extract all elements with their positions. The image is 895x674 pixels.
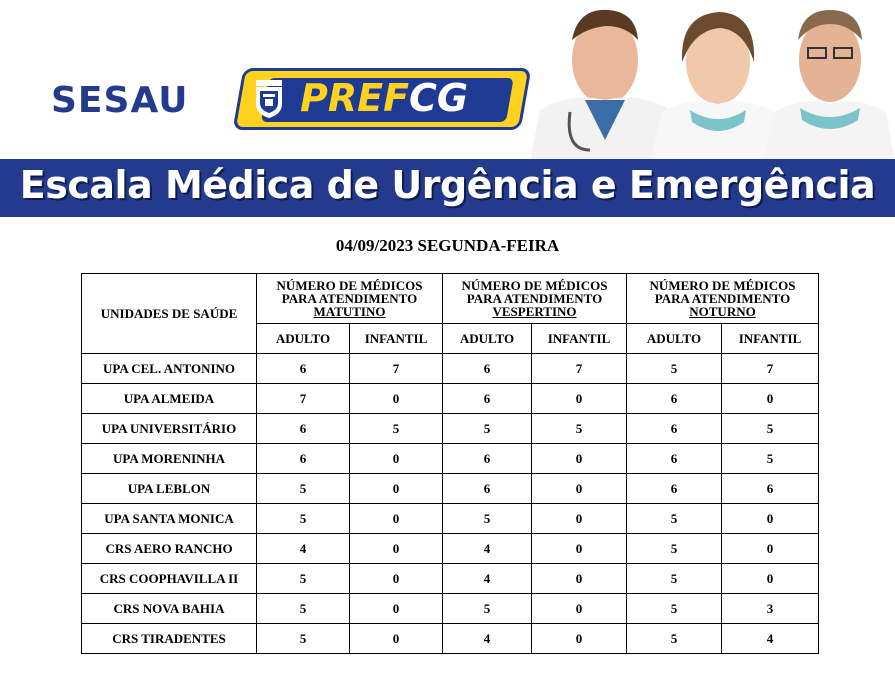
value-cell: 5 [257, 474, 350, 504]
table-row [82, 534, 819, 564]
value-cell: 7 [350, 354, 443, 384]
value-cell: 6 [257, 444, 350, 474]
value-cell: 6 [627, 384, 722, 414]
unit-name: UPA LEBLON [82, 474, 257, 504]
sub-header-infantil: INFANTIL [532, 324, 627, 354]
value-cell: 5 [722, 414, 819, 444]
value-cell: 5 [350, 414, 443, 444]
value-cell: 0 [532, 564, 627, 594]
value-cell: 6 [443, 444, 532, 474]
value-cell: 7 [532, 354, 627, 384]
value-cell: 7 [257, 384, 350, 414]
value-cell: 0 [350, 474, 443, 504]
period-header-noturno: NÚMERO DE MÉDICOS PARA ATENDIMENTO NOTURNO [627, 274, 819, 324]
sub-header-adulto: ADULTO [443, 324, 532, 354]
value-cell: 0 [722, 504, 819, 534]
value-cell: 0 [350, 384, 443, 414]
schedule-table [81, 273, 819, 654]
value-cell: 0 [350, 594, 443, 624]
value-cell: 4 [443, 564, 532, 594]
value-cell: 6 [443, 474, 532, 504]
value-cell: 6 [627, 474, 722, 504]
period-header-matutino: NÚMERO DE MÉDICOS PARA ATENDIMENTO MATUTINO [257, 274, 443, 324]
unit-name: UPA CEL. ANTONINO [82, 354, 257, 384]
value-cell: 0 [532, 534, 627, 564]
value-cell: 0 [532, 384, 627, 414]
value-cell: 5 [722, 444, 819, 474]
table-row [82, 414, 819, 444]
value-cell: 3 [722, 594, 819, 624]
value-cell: 0 [532, 474, 627, 504]
value-cell: 6 [722, 474, 819, 504]
value-cell: 4 [257, 534, 350, 564]
unit-name: CRS COOPHAVILLA II [82, 564, 257, 594]
value-cell: 6 [627, 444, 722, 474]
page-title: Escala Médica de Urgência e Emergência [19, 163, 876, 207]
value-cell: 5 [443, 414, 532, 444]
value-cell: 5 [627, 534, 722, 564]
value-cell: 0 [350, 624, 443, 654]
value-cell: 6 [627, 414, 722, 444]
value-cell: 0 [722, 534, 819, 564]
unit-name: CRS AERO RANCHO [82, 534, 257, 564]
table-row [82, 594, 819, 624]
value-cell: 6 [443, 354, 532, 384]
value-cell: 0 [532, 504, 627, 534]
table-row [82, 504, 819, 534]
unit-name: UPA ALMEIDA [82, 384, 257, 414]
value-cell: 5 [257, 624, 350, 654]
table-row [82, 384, 819, 414]
value-cell: 5 [443, 504, 532, 534]
value-cell: 5 [627, 624, 722, 654]
sub-header-infantil: INFANTIL [722, 324, 819, 354]
table-row [82, 474, 819, 504]
value-cell: 0 [532, 444, 627, 474]
unit-column-header: UNIDADES DE SAÚDE [82, 274, 257, 354]
unit-name: CRS NOVA BAHIA [82, 594, 257, 624]
value-cell: 5 [257, 504, 350, 534]
value-cell: 5 [443, 594, 532, 624]
value-cell: 4 [443, 534, 532, 564]
table-row [82, 444, 819, 474]
value-cell: 4 [443, 624, 532, 654]
value-cell: 5 [627, 504, 722, 534]
value-cell: 0 [350, 444, 443, 474]
value-cell: 6 [257, 354, 350, 384]
sesau-logo-text: SESAU [51, 80, 189, 121]
sub-header-adulto: ADULTO [257, 324, 350, 354]
date-heading: 04/09/2023 SEGUNDA-FEIRA [335, 236, 560, 255]
unit-name: CRS TIRADENTES [82, 624, 257, 654]
value-cell: 4 [722, 624, 819, 654]
value-cell: 0 [722, 564, 819, 594]
value-cell: 0 [532, 624, 627, 654]
value-cell: 5 [627, 594, 722, 624]
value-cell: 0 [350, 504, 443, 534]
value-cell: 0 [350, 564, 443, 594]
unit-name: UPA SANTA MONICA [82, 504, 257, 534]
period-header-vespertino: NÚMERO DE MÉDICOS PARA ATENDIMENTO VESPERTINO [443, 274, 627, 324]
prefcg-logo-text: PREFCG [300, 76, 469, 120]
sub-header-infantil: INFANTIL [350, 324, 443, 354]
unit-name: UPA UNIVERSITÁRIO [82, 414, 257, 444]
value-cell: 5 [532, 414, 627, 444]
value-cell: 7 [722, 354, 819, 384]
value-cell: 0 [350, 534, 443, 564]
value-cell: 0 [722, 384, 819, 414]
header-banner [0, 0, 895, 162]
table-row [82, 624, 819, 654]
value-cell: 5 [627, 564, 722, 594]
value-cell: 5 [627, 354, 722, 384]
value-cell: 5 [257, 564, 350, 594]
table-row [82, 564, 819, 594]
value-cell: 6 [257, 414, 350, 444]
table-row [82, 354, 819, 384]
value-cell: 6 [443, 384, 532, 414]
sub-header-adulto: ADULTO [627, 324, 722, 354]
value-cell: 5 [257, 594, 350, 624]
city-crest-icon [252, 78, 286, 120]
value-cell: 0 [532, 594, 627, 624]
doctors-photo [530, 0, 895, 162]
unit-name: UPA MORENINHA [82, 444, 257, 474]
